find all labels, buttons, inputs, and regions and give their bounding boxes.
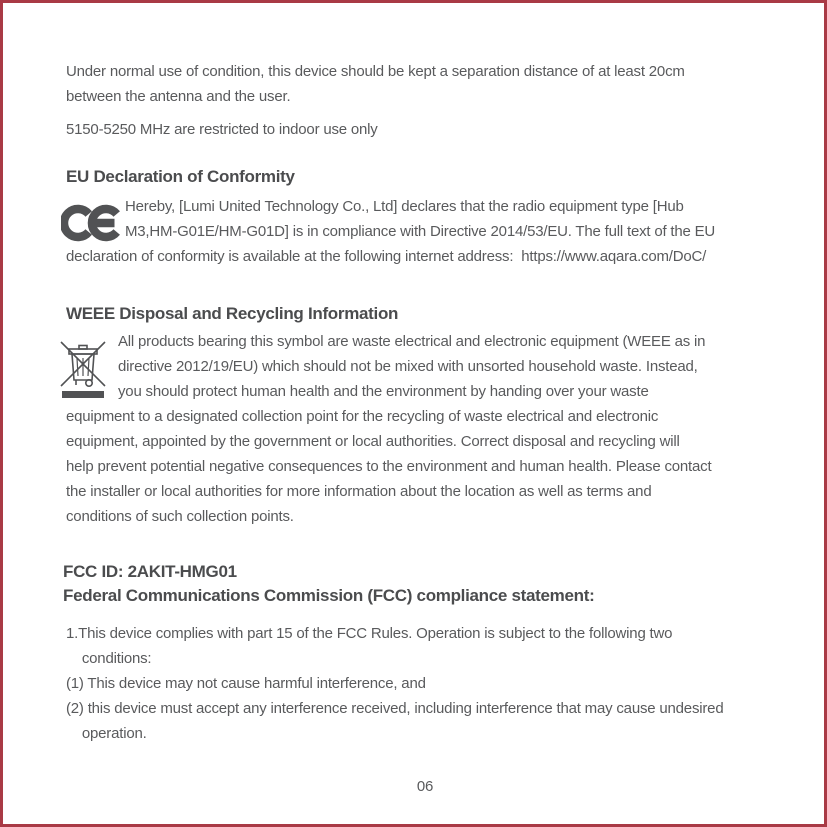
page-content [3,3,824,799]
text-line: Under normal use of condition, this device should be kept a separation distance of at least 20cm [66,63,685,80]
text-line: operation. [66,725,147,742]
page-number: 06 [416,778,434,795]
text-line: equipment, appointed by the government or local authorities. Correct disposal and recycling will [66,433,680,450]
text-line: conditions of such collection points. [66,508,294,525]
text-line: Hereby, [Lumi United Technology Co., Ltd] declares that the radio equipment type [Hub [125,198,684,215]
weee-paragraph [66,329,784,529]
weee-crossed-bin-icon [58,329,108,403]
fcc-id-heading: FCC ID: 2AKIT-HMG01 [63,562,237,581]
ce-mark-icon [61,194,121,244]
eu-declaration-heading: EU Declaration of Conformity [66,167,295,186]
text-line: declaration of conformity is available at the following internet address: https://www.aqara.com/DoC/ [66,248,707,265]
text-line: equipment to a designated collection point for the recycling of waste electrical and electronic [66,408,659,425]
text-line: you should protect human health and the environment by handing over your waste [118,383,649,400]
text-line: M3,HM-G01E/HM-G01D] is in compliance with Directive 2014/53/EU. The full text of the EU [125,223,716,240]
weee-text [66,329,784,529]
text-line: between the antenna and the user. [66,88,291,105]
text-line: conditions: [66,650,152,667]
weee-heading: WEEE Disposal and Recycling Information [66,304,399,323]
separation-distance-paragraph [66,59,784,109]
indoor-use-restriction-note [66,117,784,142]
eu-declaration-paragraph [66,194,784,269]
text-line: (2) this device must accept any interference received, including interference that may cause undesired [66,700,724,717]
fcc-statement-heading: Federal Communications Commission (FCC) compliance statement: [63,586,595,605]
text-line: directive 2012/19/EU) which should not be mixed with unsorted household waste. Instead, [118,358,698,375]
fcc-conditions-list [66,621,784,746]
text-line: 1.This device complies with part 15 of the FCC Rules. Operation is subject to the following two [66,625,673,642]
text-line: help prevent potential negative consequences to the environment and human health. Please contact [66,458,712,475]
eu-declaration-text [66,194,784,269]
text-line: the installer or local authorities for more information about the location as well as terms and [66,483,652,500]
text-line: All products bearing this symbol are waste electrical and electronic equipment (WEEE as in [118,333,706,350]
text-line: 5150-5250 MHz are restricted to indoor use only [66,121,378,138]
text-line: (1) This device may not cause harmful interference, and [66,675,426,692]
